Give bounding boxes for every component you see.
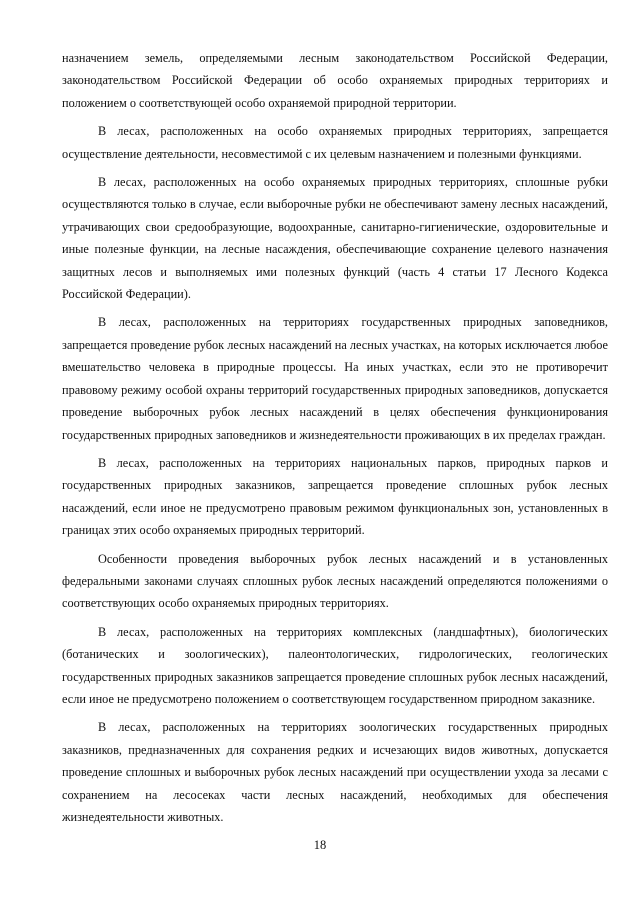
paragraph: В лесах, расположенных на особо охраняемых природных территориях, запрещается осуществление деятельности, несовместимой с их целевым назначением и полезными функциями.: [62, 124, 608, 161]
paragraph: В лесах, расположенных на особо охраняемых природных территориях, сплошные рубки осуществляются только в случае, если выборочные рубки не обеспечивают замену лесных насаждений, утрачивающих свои средообразующие, водоохранные, санитарно-гигиенические, оздоровительные и иные полезные функции, на лесные насаждения, обеспечивающие сохранение целевого назначения защитных лесов и выполняемых ими полезных функций (часть 4 статьи 17 Лесного Кодекса Российской Федерации).: [62, 175, 608, 302]
paragraph-continuation: назначением земель, определяемыми лесным законодательством Российской Федерации, законодательством Российской Федерации об особо охраняемых природных территориях и положением о соответствующей особо охраняемой природной территории.: [62, 51, 608, 110]
paragraph: Особенности проведения выборочных рубок лесных насаждений и в установленных федеральными законами случаях сплошных рубок лесных насаждений определяются положениями о соответствующих особо охраняемых природных территориях.: [62, 551, 608, 611]
paragraph: В лесах, расположенных на территориях зоологических государственных природных заказников, предназначенных для сохранения редких и исчезающих видов животных, допускается проведение сплошных и выборочных рубок лесных насаждений при осуществлении ухода за лесами с сохранением на лесосеках части лесных насаждений, необходимых для обеспечения жизнедеятельности животных.: [62, 720, 608, 824]
document-body: [62, 47, 608, 834]
paragraph: В лесах, расположенных на территориях комплексных (ландшафтных), биологических (ботанических и зоологических), палеонтологических, гидрологических, геологических государственных природных заказников запрещается проведение сплошных рубок лесных насаждений, если иное не предусмотрено положением о соответствующем государственном природном заказнике.: [62, 624, 608, 706]
page-number: 18: [313, 838, 327, 852]
paragraph: В лесах, расположенных на территориях национальных парков, природных парков и государственных природных заказников, запрещается проведение сплошных рубок лесных насаждений, если иное не предусмотрено правовым режимом функциональных зон, установленных в границах этих особо охраняемых природных территорий.: [62, 455, 608, 538]
paragraph: В лесах, расположенных на территориях государственных природных заповедников, запрещается проведение рубок лесных насаждений на лесных участках, на которых исключается любое вмешательство человека в природные процессы. На иных участках, если это не противоречит правовому режиму особой охраны территорий государственных природных заповедников, допускается проведение выборочных рубок лесных насаждений в целях обеспечения функционирования государственных природных заповедников и жизнедеятельности проживающих в их пределах граждан.: [62, 315, 608, 442]
